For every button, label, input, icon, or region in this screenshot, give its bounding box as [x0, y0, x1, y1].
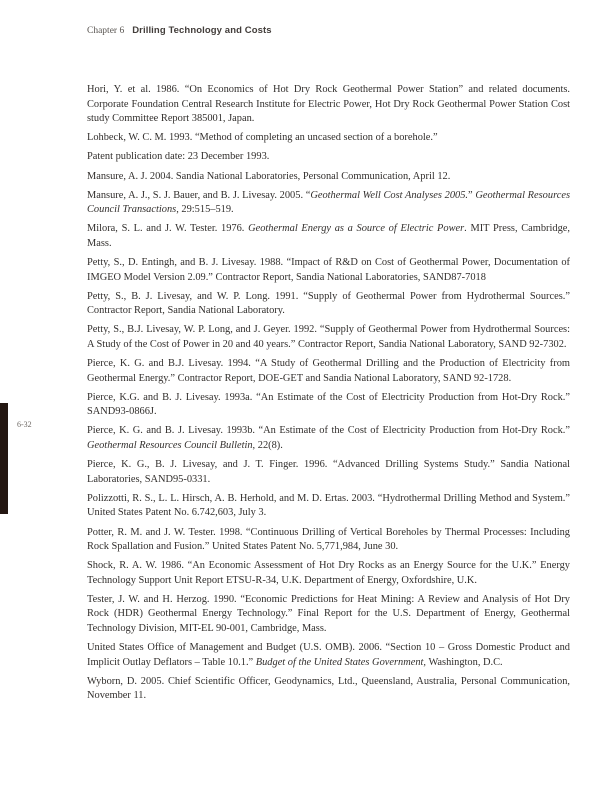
reference-text-segment: Wyborn, D. 2005. Chief Scientific Officer, Geodynamics, Ltd., Queensland, Australia, Personal Communication, November 11.	[87, 675, 570, 702]
reference-text-segment: Pierce, K.G. and B. J. Livesay. 1993a. “An Estimate of the Cost of Electricity Production from Hot-Dry Rock.” SAND93-0866J.	[87, 391, 570, 418]
reference-text-segment: Pierce, K. G., B. J. Livesay, and J. T. Finger. 1996. “Advanced Drilling Systems Study.” Sandia National Laboratories, SAND95-0331.	[87, 459, 570, 485]
reference-text-segment: Potter, R. M. and J. W. Tester. 1998. “Continuous Drilling of Vertical Boreholes by Thermal Processes: Including Rock Spallation and Fusion.” United States Patent No. 5,771,984, June 30.	[87, 526, 570, 553]
reference-entry	[87, 357, 570, 386]
reference-text-segment: Petty, S., B. J. Livesay, and W. P. Long. 1991. “Supply of Geothermal Power from Hydrothermal Sources.” Contractor Report, Sandia National Laboratory.	[87, 290, 570, 317]
reference-entry	[87, 222, 570, 251]
reference-text-segment: Milora, S. L. and J. W. Tester. 1976.	[87, 223, 249, 235]
reference-italic-segment: Geothermal Resources Council Bulletin	[87, 440, 253, 452]
reference-text-segment: Tester, J. W. and H. Herzog. 1990. “Economic Predictions for Heat Mining: A Review and Analysis of Hot Dry Rock (HDR) Geothermal Energy Technology.” Final Report for the U.S. Department of Energy, Geothermal Technology Division, MIT-EL 90-001, Cambridge, Mass.	[87, 593, 570, 634]
reference-entry	[87, 150, 570, 165]
reference-entry	[87, 675, 570, 704]
reference-text-segment: Lohbeck, W. C. M. 1993. “Method of completing an uncased section of a borehole.”	[87, 132, 438, 144]
reference-text-segment: . MIT Press, Cambridge, Mass.	[87, 223, 570, 249]
reference-text-segment: Pierce, K. G. and B.J. Livesay. 1994. “A Study of Geothermal Drilling and the Production of Electricity from Geothermal Energy.” Contractor Report, DOE-GET and Sandia National Laboratory, SAND 92-1728.	[87, 358, 570, 384]
chapter-label: Chapter 6	[87, 26, 125, 36]
reference-text-segment: Washington, D.C.	[426, 656, 503, 668]
reference-text-segment: Mansure, A. J. 2004. Sandia National Laboratories, Personal Communication, April 12.	[87, 170, 451, 182]
page-number-label: 6-32	[17, 420, 32, 429]
reference-entry	[87, 290, 570, 319]
reference-italic-segment: Geothermal Well Cost Analyses 2005.	[310, 189, 469, 201]
reference-text-segment: ”	[468, 189, 476, 201]
reference-italic-segment: Geothermal Energy as a Source of Electric Power	[248, 223, 465, 235]
reference-text-segment: Petty, S., D. Entingh, and B. J. Livesay. 1988. “Impact of R&D on Cost of Geothermal Power, Documentation of IMGEO Model Version 2.09.” Contractor Report, Sandia National Laboratories, SAND87-7018	[87, 257, 570, 283]
reference-entry	[87, 526, 570, 555]
reference-text-segment: United States Office of Management and Budget (U.S. OMB). 2006. “Section 10 – Gross Domestic Product and Implicit Outlay Deflators – Table 10.1.”	[87, 642, 570, 668]
reference-entry	[87, 492, 570, 521]
reference-text-segment: , 29:515–519.	[176, 204, 234, 216]
chapter-edge-tab	[0, 403, 8, 514]
reference-text-segment: Polizzotti, R. S., L. L. Hirsch, A. B. Herhold, and M. D. Ertas. 2003. “Hydrothermal Drilling Method and System.” United States Patent No. 6.742,603, July 3.	[87, 492, 570, 519]
reference-entry	[87, 641, 570, 670]
reference-entry	[87, 256, 570, 285]
reference-italic-segment: Geothermal Resources Council Transactions	[87, 189, 570, 216]
reference-entry	[87, 559, 570, 588]
reference-text-segment: Patent publication date: 23 December 1993.	[87, 151, 270, 163]
reference-text-segment: Mansure, A. J., S. J. Bauer, and B. J. Livesay. 2005. “	[87, 189, 311, 201]
reference-entry	[87, 189, 570, 218]
reference-entry	[87, 458, 570, 487]
reference-text-segment: , 22(8).	[252, 440, 283, 452]
reference-entry	[87, 424, 570, 453]
reference-entry	[87, 131, 570, 146]
reference-text-segment: Shock, R. A. W. 1986. “An Economic Assessment of Hot Dry Rocks as an Energy Source for the U.K.” Energy Technology Support Unit Report ETSU-R-34, U.K. Department of Energy, Oxfordshire, U.K.	[87, 560, 570, 586]
reference-italic-segment: Budget of the United States Government,	[255, 656, 427, 668]
reference-text-segment: Hori, Y. et al. 1986. “On Economics of Hot Dry Rock Geothermal Power Station” and related documents. Corporate Foundation Central Research Institute for Electric Power, Hot Dry Rock Geothermal Power Station Cost study Committee Report 385001, Japan.	[87, 84, 570, 125]
page-header	[87, 20, 272, 38]
reference-entry	[87, 323, 570, 352]
reference-entry	[87, 83, 570, 127]
reference-text-segment: Pierce, K. G. and B. J. Livesay. 1993b. “An Estimate of the Cost of Electricity Production from Hot-Dry Rock.”	[87, 425, 570, 437]
reference-text-segment: Petty, S., B.J. Livesay, W. P. Long, and J. Geyer. 1992. “Supply of Geothermal Power from Hydrothermal Sources: A Study of the Cost of Power in 20 and 40 years.” Contractor Report, Sandia National Laboratory, SAND 92-7302.	[87, 324, 570, 350]
reference-entry	[87, 391, 570, 420]
chapter-title: Drilling Technology and Costs	[132, 25, 272, 36]
references-list	[87, 83, 570, 709]
reference-entry	[87, 593, 570, 637]
reference-entry	[87, 170, 570, 185]
